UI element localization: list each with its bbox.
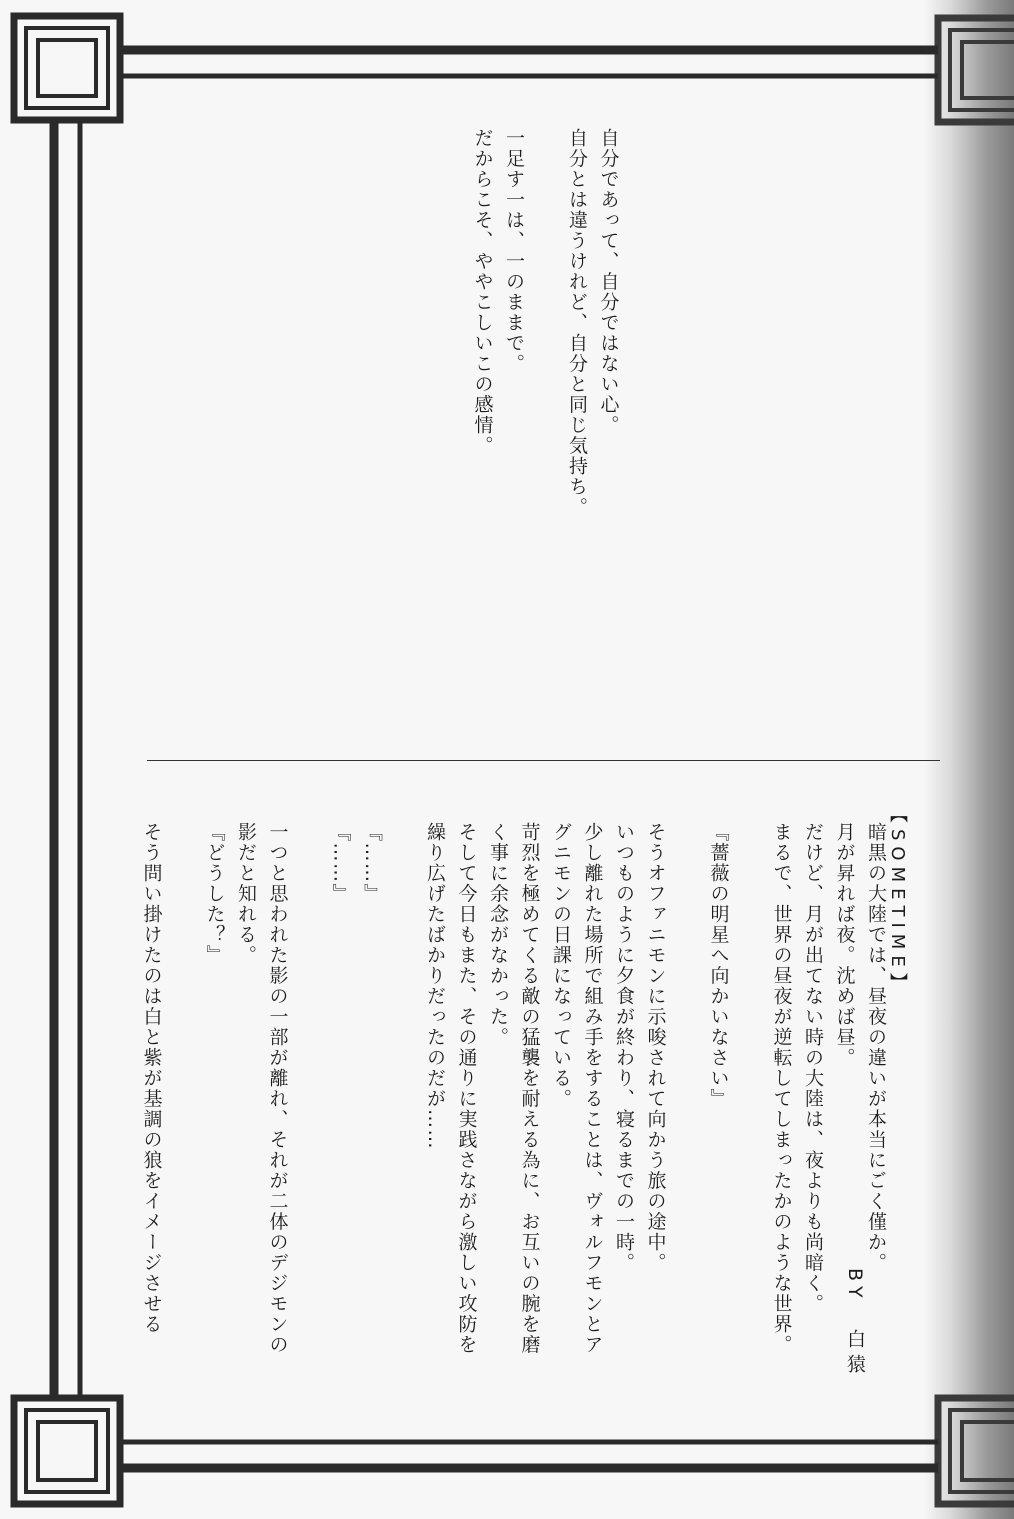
corner-ornament-bottom-left <box>14 1398 120 1504</box>
story-body <box>135 822 891 1382</box>
top-passage <box>466 128 624 598</box>
passage-line: 自分とは違うけれど、自分と同じ気持ち。 <box>566 128 588 518</box>
story-line: 繰り広げたばかりだったのだが…… <box>424 822 446 1150</box>
story-line: 『……』 <box>361 822 383 904</box>
story-blank-line <box>293 822 325 1382</box>
story-blank-line <box>387 822 419 1382</box>
story-line: そして今日もまた、その通りに実践さながら激しい攻防を <box>455 822 478 1355</box>
passage-line: 一足す一は、一のままで。 <box>503 128 525 374</box>
story-line: 『……』 <box>329 822 352 904</box>
section-divider <box>147 760 940 761</box>
story-line: 『薔薇の明星へ向かいなさい』 <box>707 822 730 1109</box>
story-blank-line <box>671 822 703 1382</box>
story-line: 『どうした？』 <box>203 822 226 966</box>
corner-ornament-bottom-right <box>938 1398 1014 1504</box>
story-byline: BY 白猿 <box>844 1268 866 1379</box>
story-line: 苛烈を極めてくる敵の猛襲を耐える為に、お互いの腕を磨 <box>518 822 541 1355</box>
corner-ornament-top-right <box>938 18 1014 122</box>
passage-line: 自分であって、自分ではない心。 <box>597 128 620 436</box>
story-line: 一つと思われた影の一部が離れ、それが二体のデジモンの <box>266 822 289 1355</box>
story-line: まるで、世界の昼夜が逆転してしまったかのような世界。 <box>770 822 793 1355</box>
story-line: 暗黒の大陸では、昼夜の違いが本当にごく僅か。 <box>865 822 887 1273</box>
story-blank-line <box>734 822 766 1382</box>
story-line: いつものように夕食が終わり、寝るまでの一時。 <box>613 822 635 1273</box>
top-rails <box>120 50 938 76</box>
bottom-rails <box>120 1442 938 1468</box>
story-title: 【SOMETIME】 <box>887 805 908 997</box>
left-rails <box>54 120 80 1398</box>
story-line: そうオファニモンに示唆されて向かう旅の途中。 <box>644 822 667 1273</box>
story-line: そう問い掛けたのは白と紫が基調の狼をイメージさせる <box>140 822 163 1335</box>
passage-blank-line <box>529 128 561 598</box>
story-line: 月が昇れば夜。沈めば昼。 <box>833 822 856 1068</box>
story-line: く事に余念がなかった。 <box>487 822 509 1048</box>
story-line: グニモンの日課になっている。 <box>550 822 572 1109</box>
story-line: だけど、月が出てない時の大陸は、夜よりも尚暗く。 <box>802 822 824 1314</box>
story-line: 影だと知れる。 <box>235 822 257 966</box>
story-blank-line <box>167 822 199 1382</box>
corner-ornament-top-left <box>14 16 120 120</box>
passage-line: だからこそ、ややこしいこの感情。 <box>471 128 494 456</box>
story-line: 少し離れた場所で組み手をすることは、ヴォルフモンとア <box>581 822 604 1355</box>
